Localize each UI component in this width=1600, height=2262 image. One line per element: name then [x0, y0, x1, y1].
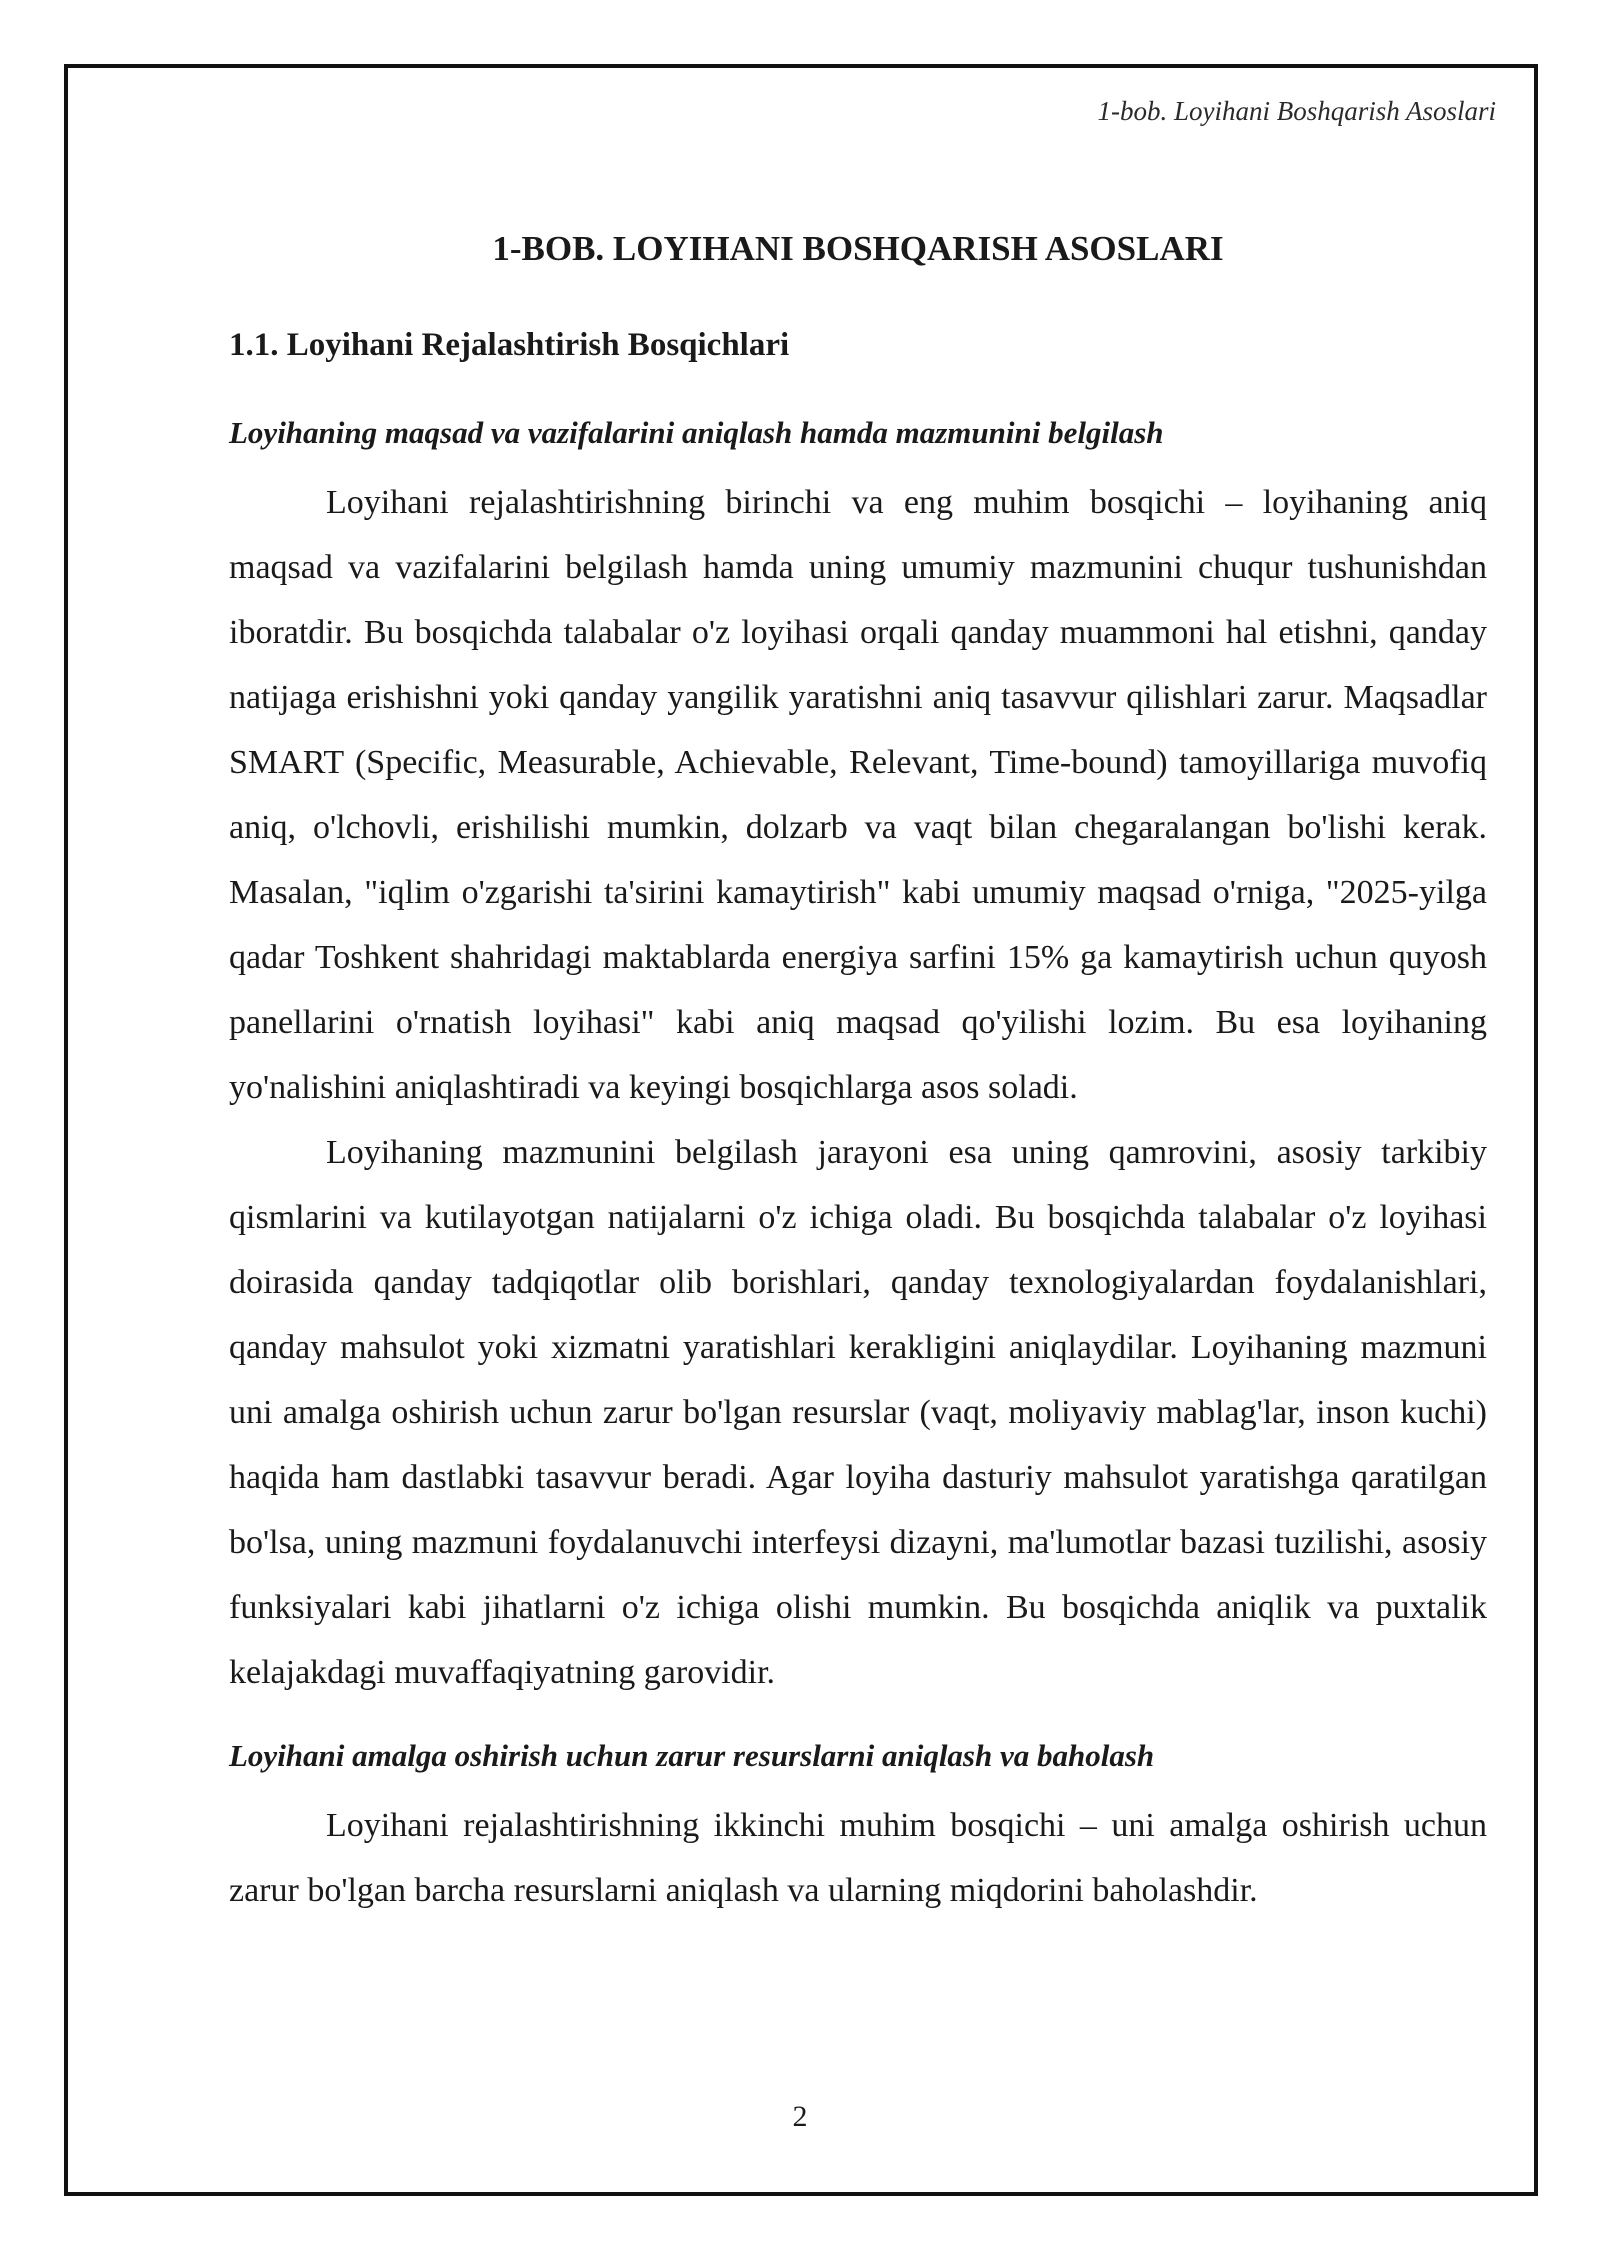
- page-number: 2: [792, 2100, 808, 2133]
- section-title: 1.1. Loyihani Rejalashtirish Bosqichlari: [229, 327, 790, 363]
- paragraph: Loyihani rejalashtirishning birinchi va eng muhim bosqichi – loyihaning aniq maqsad va vazifalarini belgilash hamda uning umumiy mazmunini chuqur tushunishdan iboratdir. Bu bosqichda talabalar o'z loyihasi orqali qanday muammoni hal etishni, qanday natijaga erishishni yoki qanday yangilik yaratishni aniq tasavvur qilishlari zarur. Maqsadlar SMART (Specific, Measurable, Achievable, Relevant, Time-bound) tamoyillariga muvofiq aniq, o'lchovli, erishilishi mumkin, dolzarb va vaqt bilan chegaralangan bo'lishi kerak. Masalan, "iqlim o'zgarishi ta'sirini kamaytirish" kabi umumiy maqsad o'rniga, "2025-yilga qadar Toshkent shahridagi maktablarda energiya sarfini 15% ga kamaytirish uchun quyosh panellarini o'rnatish loyihasi" kabi aniq maqsad qo'yilishi lozim. Bu esa loyihaning yo'nalishini aniqlashtiradi va keyingi bosqichlarga asos soladi.: [229, 484, 1487, 1106]
- chapter-title: 1-BOB. LOYIHANI BOSHQARISH ASOSLARI: [492, 229, 1224, 268]
- page-content: [229, 208, 1487, 1923]
- subsection-title-goals: Loyihaning maqsad va vazifalarini aniqlash hamda mazmunini belgilash: [229, 415, 1164, 450]
- running-header: 1-bob. Loyihani Boshqarish Asoslari: [1097, 96, 1496, 126]
- paragraph: Loyihani rejalashtirishning ikkinchi muhim bosqichi – uni amalga oshirish uchun zarur bo'lgan barcha resurslarni aniqlash va ularning miqdorini baholashdir.: [229, 1807, 1487, 1909]
- subsection-title-resources: Loyihani amalga oshirish uchun zarur resurslarni aniqlash va baholash: [229, 1738, 1155, 1773]
- paragraph: Loyihaning mazmunini belgilash jarayoni esa uning qamrovini, asosiy tarkibiy qismlarini va kutilayotgan natijalarni o'z ichiga oladi. Bu bosqichda talabalar o'z loyihasi doirasida qanday tadqiqotlar olib borishlari, qanday texnologiyalardan foydalanishlari, qanday mahsulot yoki xizmatni yaratishlari kerakligini aniqlaydilar. Loyihaning mazmuni uni amalga oshirish uchun zarur bo'lgan resurslar (vaqt, moliyaviy mablag'lar, inson kuchi) haqida ham dastlabki tasavvur beradi. Agar loyiha dasturiy mahsulot yaratishga qaratilgan bo'lsa, uning mazmuni foydalanuvchi interfeysi dizayni, ma'lumotlar bazasi tuzilishi, asosiy funksiyalari kabi jihatlarni o'z ichiga olishi mumkin. Bu bosqichda aniqlik va puxtalik kelajakdagi muvaffaqiyatning garovidir.: [229, 1134, 1487, 1691]
